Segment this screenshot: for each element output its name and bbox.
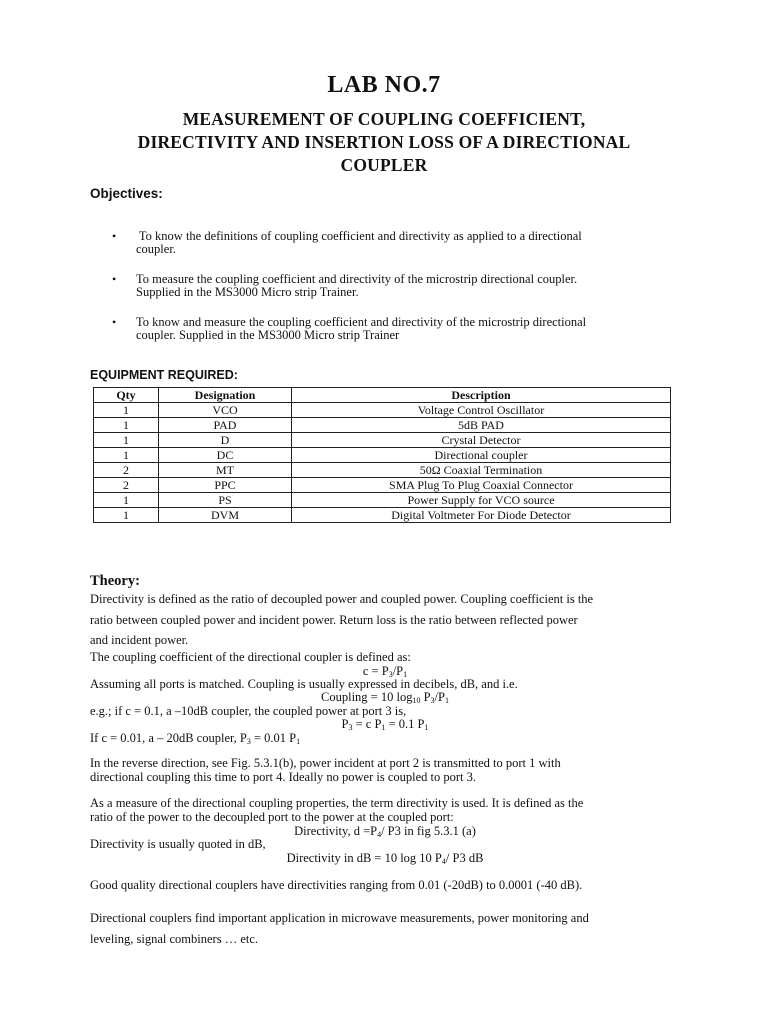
table-row (94, 463, 671, 478)
eq-subscript: 1 (403, 670, 408, 679)
cell-qty: 1 (94, 433, 159, 448)
eq-subscript: 3 (388, 670, 393, 679)
equipment-table (93, 387, 671, 523)
cell-description: Crystal Detector (292, 433, 671, 448)
cell-qty: 1 (94, 508, 159, 523)
bullet-icon: • (112, 272, 117, 286)
paragraph-line: Directivity is defined as the ratio of decoupled power and coupled power. Coupling coefficient is the (90, 592, 594, 606)
cell-designation: MT (159, 463, 292, 478)
list-item (90, 273, 670, 299)
paragraph-line: leveling, signal combiners … etc. (90, 931, 259, 946)
eq-subscript: 3 (430, 696, 435, 705)
paragraph-line: As a measure of the directional coupling properties, the term directivity is used. It is defined as the (90, 796, 584, 810)
cell-description: Voltage Control Oscillator (292, 403, 671, 418)
table-row (94, 478, 671, 493)
eq-text: Coupling = 10 log (321, 690, 413, 704)
directivity-quoted-text: Directivity is usually quoted in dB, (90, 837, 266, 851)
eq-text: / P3 in fig 5.3.1 (a) (381, 824, 476, 838)
table-row (94, 433, 671, 448)
bullet-icon: • (112, 229, 117, 243)
bullet-icon: • (112, 315, 117, 329)
table-row (94, 448, 671, 463)
title-line: DIRECTIVITY AND INSERTION LOSS OF A DIRECTIONAL (137, 132, 631, 152)
eq-text: If c = 0.01, a – 20dB coupler, P (90, 731, 247, 745)
cell-qty: 1 (94, 418, 159, 433)
paragraph-line: Directional couplers find important application in microwave measurements, power monitoring and (90, 911, 589, 925)
equation-coupling-db (90, 690, 680, 705)
paragraph-line: ratio of the power to the decoupled port to the power at the coupled port: (90, 809, 454, 824)
column-header-designation: Designation (159, 388, 292, 403)
eq-text: /P (434, 690, 445, 704)
eq-subscript: 1 (444, 696, 449, 705)
paragraph-line: In the reverse direction, see Fig. 5.3.1(b), power incident at port 2 is transmitted to port 1 with (90, 756, 561, 770)
eq-text: = 0.1 P (385, 717, 425, 731)
eq-subscript: 1 (381, 723, 386, 732)
list-item-line: coupler. Supplied in the MS3000 Micro strip Trainer (136, 328, 400, 342)
cell-designation: DC (159, 448, 292, 463)
cell-designation: D (159, 433, 292, 448)
cell-description: Power Supply for VCO source (292, 493, 671, 508)
cell-designation: PPC (159, 478, 292, 493)
objectives-list (90, 230, 670, 358)
theory-heading: Theory: (90, 573, 140, 589)
cell-qty: 1 (94, 403, 159, 418)
paragraph-line: and incident power. (90, 633, 189, 647)
equation-directivity-db (90, 851, 680, 866)
eq-subscript: 4 (441, 857, 446, 866)
equation-p3 (90, 717, 680, 732)
eq-subscript: 10 (412, 696, 421, 705)
eq-text: /P (392, 664, 404, 678)
eq-text: / P3 dB (445, 851, 484, 865)
cell-designation: DVM (159, 508, 292, 523)
title-line: MEASUREMENT OF COUPLING COEFFICIENT, (182, 109, 586, 129)
cell-description: 5dB PAD (292, 418, 671, 433)
paragraph-line: ratio between coupled power and incident power. Return loss is the ratio between reflected power (90, 612, 578, 627)
main-title (80, 108, 688, 177)
table-header-row (94, 388, 671, 403)
eq-subscript: 3 (348, 723, 353, 732)
table-row (94, 418, 671, 433)
coupling-definition: The coupling coefficient of the directional coupler is defined as: (90, 650, 411, 664)
eq-subscript: 3 (246, 737, 251, 746)
matched-ports-text: Assuming all ports is matched. Coupling is usually expressed in decibels, dB, and i.e. (90, 677, 518, 691)
if-c-line (90, 731, 680, 746)
column-header-description: Description (292, 388, 671, 403)
cell-qty: 2 (94, 478, 159, 493)
directivity-paragraph (90, 797, 680, 824)
eq-text: P (420, 690, 431, 704)
cell-description: SMA Plug To Plug Coaxial Connector (292, 478, 671, 493)
eq-text: = c P (352, 717, 382, 731)
eq-subscript: 1 (424, 723, 429, 732)
cell-designation: PS (159, 493, 292, 508)
list-item (90, 316, 670, 342)
list-item (90, 230, 670, 256)
cell-description: Directional coupler (292, 448, 671, 463)
good-quality-text: Good quality directional couplers have directivities ranging from 0.01 (-20dB) to 0.0001 (-40 dB). (90, 878, 583, 892)
list-item-line: To measure the coupling coefficient and directivity of the microstrip directional coupler. (136, 272, 578, 286)
title-line: COUPLER (340, 155, 428, 175)
applications-paragraph (90, 908, 680, 949)
cell-qty: 2 (94, 463, 159, 478)
cell-qty: 1 (94, 493, 159, 508)
paragraph-line: directional coupling this time to port 4. Ideally no power is coupled to port 3. (90, 769, 477, 784)
list-item-line: Supplied in the MS3000 Micro strip Trainer. (136, 285, 359, 299)
eq-text: P (341, 717, 349, 731)
list-item-line: To know the definitions of coupling coefficient and directivity as applied to a directional (136, 229, 582, 243)
objectives-heading: Objectives: (90, 186, 163, 201)
list-item-line: To know and measure the coupling coefficient and directivity of the microstrip directional (136, 315, 587, 329)
table-row (94, 493, 671, 508)
equipment-heading: EQUIPMENT REQUIRED: (90, 368, 238, 382)
lab-number-title: LAB NO.7 (327, 72, 441, 98)
eq-text: Directivity in dB = 10 log 10 P (286, 851, 442, 865)
eq-text: = 0.01 P (250, 731, 297, 745)
cell-qty: 1 (94, 448, 159, 463)
eq-subscript: 1 (296, 737, 301, 746)
table-row (94, 508, 671, 523)
cell-description: Digital Voltmeter For Diode Detector (292, 508, 671, 523)
eq-text: c = P (362, 664, 389, 678)
cell-description: 50Ω Coaxial Termination (292, 463, 671, 478)
column-header-qty: Qty (94, 388, 159, 403)
table-row (94, 403, 671, 418)
eq-subscript: 4 (377, 830, 382, 839)
reverse-direction-paragraph (90, 757, 680, 784)
list-item-line: coupler. (136, 242, 176, 256)
theory-paragraph (90, 589, 680, 651)
cell-designation: PAD (159, 418, 292, 433)
example-text: e.g.; if c = 0.1, a –10dB coupler, the coupled power at port 3 is, (90, 704, 407, 718)
eq-text: Directivity, d =P (294, 824, 378, 838)
cell-designation: VCO (159, 403, 292, 418)
